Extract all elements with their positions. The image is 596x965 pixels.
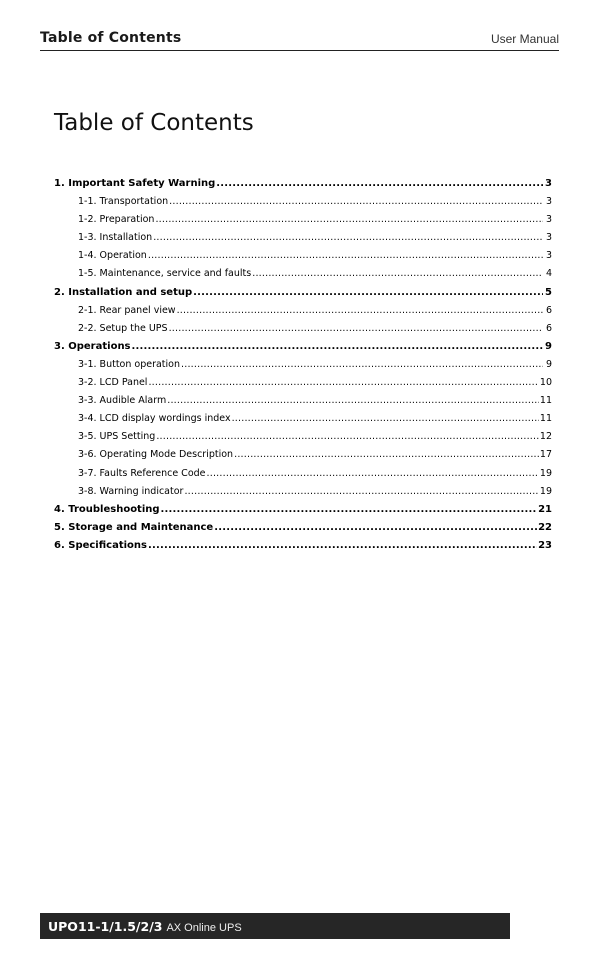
footer-description: AX Online UPS — [166, 922, 242, 934]
toc-entry-page: 3 — [545, 250, 552, 262]
toc-entry-page: 17 — [539, 449, 552, 461]
footer-model-name: UPO11-1/1.5/2/3 — [48, 919, 163, 934]
page-footer — [40, 913, 510, 939]
toc-leader-dots — [193, 287, 543, 298]
toc-section-entry[interactable] — [54, 341, 552, 359]
toc-subsection-entry[interactable] — [54, 359, 552, 377]
toc-leader-dots — [153, 232, 543, 243]
toc-entry-label: 3-1. Button operation — [78, 358, 181, 370]
toc-subsection-entry[interactable] — [54, 214, 552, 232]
toc-entry-label: 4. Troubleshooting — [54, 503, 160, 515]
toc-leader-dots — [252, 268, 543, 279]
toc-entry-page: 5 — [545, 286, 552, 298]
toc-entry-label: 1-5. Maintenance, service and faults — [78, 268, 252, 280]
toc-entry-page: 10 — [539, 377, 552, 389]
toc-section-entry[interactable] — [54, 287, 552, 305]
toc-leader-dots — [177, 305, 543, 316]
toc-entry-page: 6 — [545, 322, 552, 334]
toc-entry-page: 12 — [539, 431, 552, 443]
toc-section-entry[interactable] — [54, 178, 552, 196]
toc-entry-page: 3 — [545, 178, 552, 189]
toc-entry-page: 6 — [545, 304, 552, 316]
toc-subsection-entry[interactable] — [54, 305, 552, 323]
toc-leader-dots — [132, 341, 543, 352]
toc-leader-dots — [214, 522, 537, 533]
toc-leader-dots — [234, 449, 539, 460]
toc-entry-page: 3 — [545, 196, 552, 208]
toc-leader-dots — [148, 540, 537, 551]
toc-entry-page: 9 — [545, 340, 552, 352]
toc-entry-page: 23 — [538, 539, 552, 551]
toc-subsection-entry[interactable] — [54, 449, 552, 467]
toc-entry-page: 19 — [539, 485, 552, 497]
toc-section-entry[interactable] — [54, 504, 552, 522]
toc-entry-page: 3 — [545, 232, 552, 244]
toc-leader-dots — [169, 196, 543, 207]
toc-section-entry[interactable] — [54, 522, 552, 540]
toc-entry-label: 2-2. Setup the UPS — [78, 322, 168, 334]
toc-leader-dots — [184, 486, 538, 497]
toc-entry-label: 1-2. Preparation — [78, 214, 155, 226]
toc-leader-dots — [216, 178, 543, 189]
toc-entry-label: 3-8. Warning indicator — [78, 485, 184, 497]
toc-leader-dots — [167, 395, 539, 406]
toc-leader-dots — [169, 323, 543, 334]
header-manual-label: User Manual — [490, 32, 559, 46]
toc-subsection-entry[interactable] — [54, 486, 552, 504]
toc-entry-page: 11 — [539, 395, 552, 407]
toc-leader-dots — [156, 431, 539, 442]
toc-subsection-entry[interactable] — [54, 323, 552, 341]
toc-entry-label: 1-1. Transportation — [78, 196, 169, 208]
toc-entry-label: 1-4. Operation — [78, 250, 147, 262]
toc-subsection-entry[interactable] — [54, 232, 552, 250]
toc-subsection-entry[interactable] — [54, 268, 552, 286]
toc-entry-label: 3-7. Faults Reference Code — [78, 467, 206, 479]
toc-subsection-entry[interactable] — [54, 377, 552, 395]
toc-entry-label: 5. Storage and Maintenance — [54, 521, 214, 533]
toc-entry-page: 4 — [545, 268, 552, 280]
toc-leader-dots — [155, 214, 543, 225]
toc-entry-page: 19 — [539, 467, 552, 479]
page-title: Table of Contents — [54, 110, 254, 136]
toc-entry-label: 3-4. LCD display wordings index — [78, 413, 231, 425]
toc-entry-page: 3 — [545, 214, 552, 226]
toc-entry-label: 3-6. Operating Mode Description — [78, 449, 234, 461]
toc-subsection-entry[interactable] — [54, 395, 552, 413]
toc-entry-page: 11 — [539, 413, 552, 425]
toc-leader-dots — [148, 250, 543, 261]
toc-entry-label: 1. Important Safety Warning — [54, 178, 216, 189]
toc-entry-label: 3-3. Audible Alarm — [78, 395, 167, 407]
toc-subsection-entry[interactable] — [54, 250, 552, 268]
toc-entry-label: 2-1. Rear panel view — [78, 304, 176, 316]
toc-section-entry[interactable] — [54, 540, 552, 558]
toc-entry-page: 21 — [538, 503, 552, 515]
toc-leader-dots — [181, 359, 543, 370]
toc-subsection-entry[interactable] — [54, 196, 552, 214]
header-title: Table of Contents — [40, 30, 182, 46]
toc-entry-label: 3. Operations — [54, 340, 131, 352]
page-header — [40, 30, 559, 51]
toc-subsection-entry[interactable] — [54, 431, 552, 449]
toc-leader-dots — [161, 504, 538, 515]
toc-leader-dots — [207, 468, 539, 479]
toc-entry-label: 6. Specifications — [54, 539, 147, 551]
toc-entry-label: 2. Installation and setup — [54, 286, 193, 298]
toc-subsection-entry[interactable] — [54, 468, 552, 486]
toc-entry-label: 3-5. UPS Setting — [78, 431, 156, 443]
table-of-contents — [54, 178, 552, 558]
toc-leader-dots — [148, 377, 538, 388]
toc-entry-page: 22 — [538, 521, 552, 533]
toc-entry-label: 3-2. LCD Panel — [78, 377, 148, 389]
toc-subsection-entry[interactable] — [54, 413, 552, 431]
toc-entry-page: 9 — [545, 358, 552, 370]
footer-model — [48, 919, 242, 934]
toc-entry-label: 1-3. Installation — [78, 232, 153, 244]
toc-leader-dots — [232, 413, 539, 424]
